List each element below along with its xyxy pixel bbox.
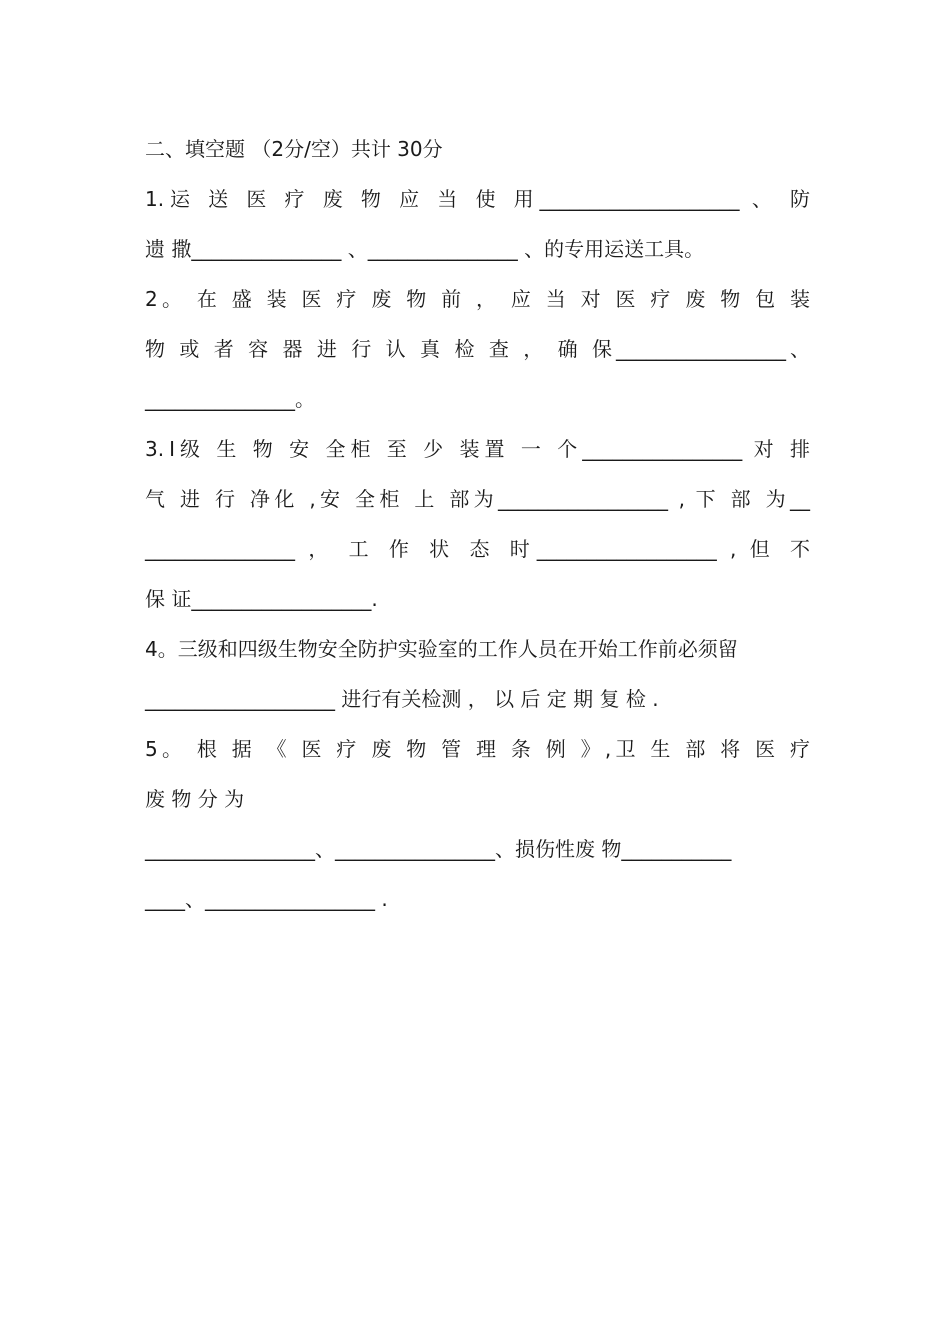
question-2-line-2: 物 或 者 容 器 进 行 认 真 检 查 ， 确 保_________________、 <box>145 337 810 361</box>
question-1-line-2: 遗 撒_______________ 、_______________ 、的专用运送工具。 <box>145 237 705 261</box>
question-4-line-2: ___________________ 进行有关检测 ， 以 后 定 期 复 检 . <box>145 687 659 711</box>
question-5-line-2: 废 物 分 为 <box>145 787 245 811</box>
question-4-line-1: 4。三级和四级生物安全防护实验室的工作人员在开始工作前必须留 <box>145 637 738 661</box>
question-2-line-1: 2。 在 盛 装 医 疗 废 物 前 ， 应 当 对 医 疗 废 物 包 装 <box>145 287 810 311</box>
question-5-line-4: ____、_________________ . <box>145 887 388 911</box>
question-3-line-3: _______________ ， 工 作 状 态 时__________________ , 但 不 <box>145 537 810 561</box>
section-title: 二、填空题 （2分/空）共计 30分 <box>145 137 443 161</box>
question-5-line-3: _________________、________________、损伤性废 物___________ <box>145 837 732 861</box>
question-1-line-1: 1.运 送 医 疗 废 物 应 当 使 用____________________ 、 防 <box>145 187 810 211</box>
question-3-line-2: 气 进 行 净化 ,安 全柜 上 部为_________________ , 下 部 为__ <box>145 487 810 511</box>
question-2-line-3: _______________。 <box>145 387 315 411</box>
question-3-line-4: 保 证__________________. <box>145 587 378 611</box>
question-5-line-1: 5。 根 据 《 医 疗 废 物 管 理 条 例 》,卫 生 部 将 医 疗 <box>145 737 810 761</box>
question-3-line-1: 3.Ⅰ级 生 物 安 全柜 至 少 装置 一 个________________ 对 排 <box>145 437 810 461</box>
